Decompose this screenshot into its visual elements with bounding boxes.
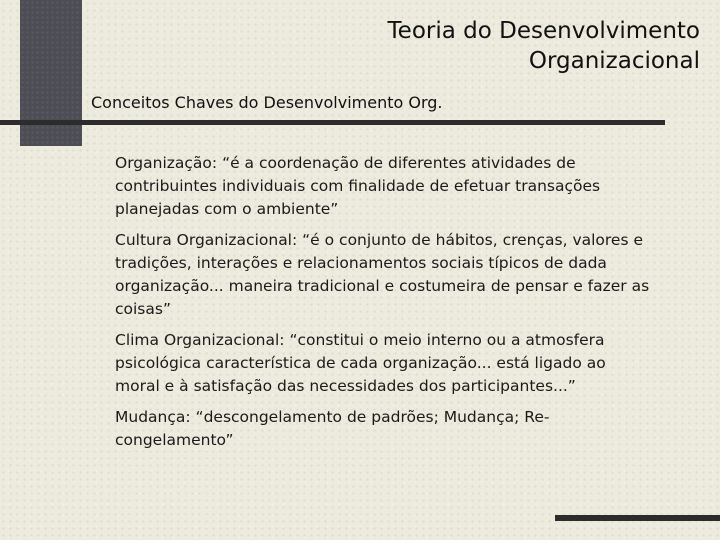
definition-mudanca bbox=[115, 406, 655, 452]
definition-text: “constitui o meio interno ou a atmosfera psicológica característica de cada organização... está ligado ao moral e à satisfação das necessidades dos participantes...” bbox=[115, 331, 606, 395]
slide-title-line-2: Organizacional bbox=[528, 48, 700, 74]
definition-text: “descongelamento de padrões; Mudança; Re-congelamento” bbox=[115, 408, 550, 449]
slide-title-line-1: Teoria do Desenvolvimento bbox=[387, 18, 700, 44]
definition-text: “é o conjunto de hábitos, crenças, valores e tradições, interações e relacionamentos sociais típicos de dada organização... maneira tradicional e costumeira de pensar e fazer as coisas” bbox=[115, 231, 650, 318]
definition-term: Cultura Organizacional: bbox=[115, 231, 298, 249]
slide-title bbox=[140, 16, 700, 76]
slide-subtitle: Conceitos Chaves do Desenvolvimento Org. bbox=[91, 93, 443, 112]
definition-term: Clima Organizacional: bbox=[115, 331, 285, 349]
definition-term: Mudança: bbox=[115, 408, 191, 426]
definition-clima-organizacional bbox=[115, 329, 655, 398]
top-divider bbox=[0, 120, 665, 125]
definition-organizacao bbox=[115, 152, 655, 221]
definition-text: “é a coordenação de diferentes atividades de contribuintes individuais com finalidade de efetuar transações planejadas com o ambiente” bbox=[115, 154, 601, 218]
definition-cultura-organizacional bbox=[115, 229, 655, 321]
bottom-divider bbox=[555, 515, 720, 521]
definitions-list bbox=[115, 152, 655, 460]
definition-term: Organização: bbox=[115, 154, 218, 172]
